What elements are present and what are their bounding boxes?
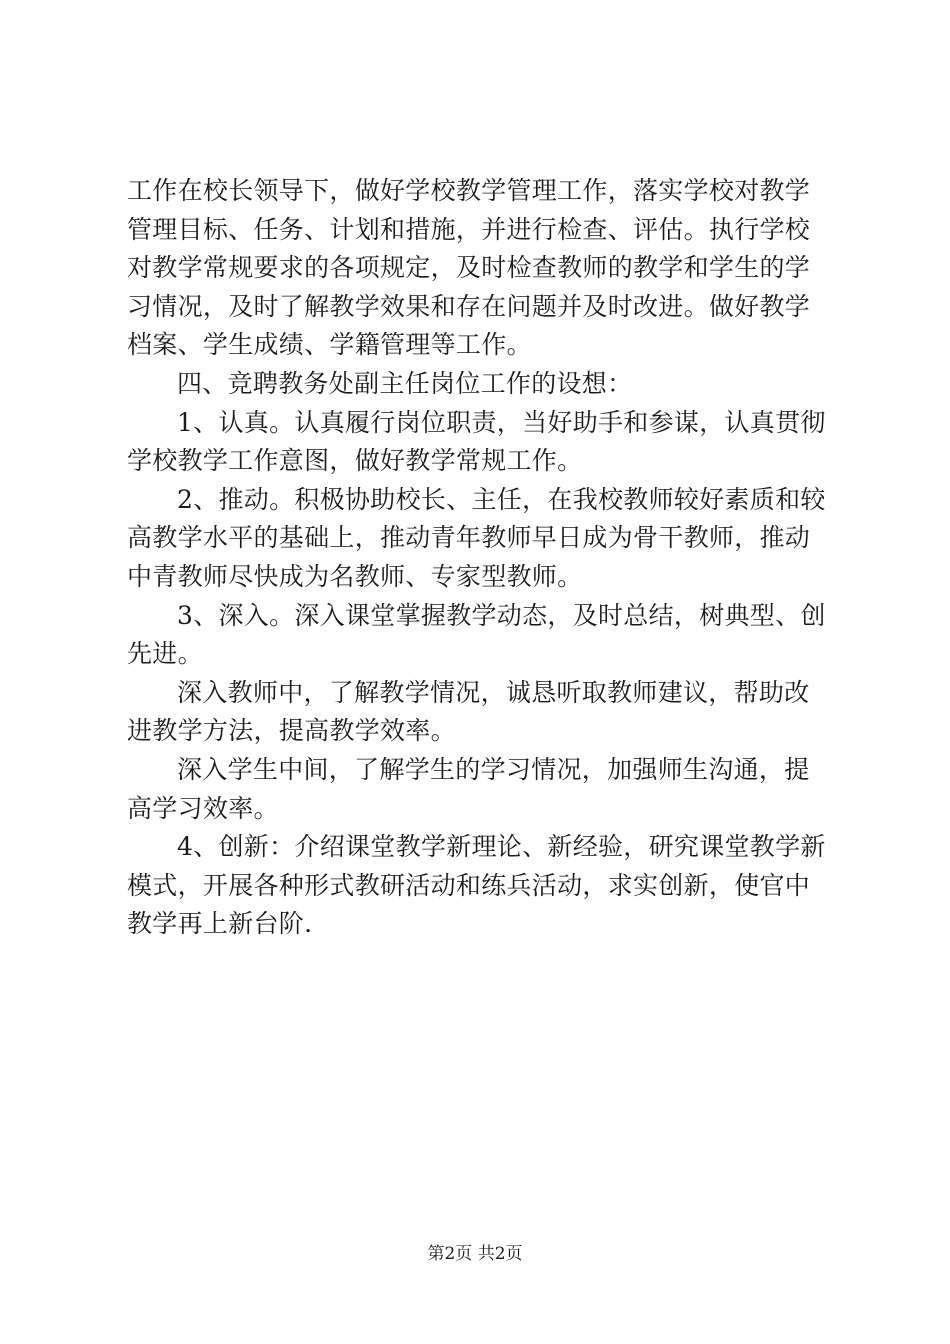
text-line: 高学习效率。 [127,793,279,823]
text-line: 3、深入。深入课堂掌握教学动态，及时总结，树典型、创 [177,600,826,630]
page-number-footer: 第2页 共2页 [427,1244,523,1264]
text-line: 进教学方法，提高教学效率。 [127,716,456,746]
text-line: 教学再上新台阶. [127,909,313,939]
text-line: 档案、学生成绩、学籍管理等工作。 [127,330,532,360]
text-line: 学校教学工作意图，做好教学常规工作。 [127,446,583,476]
text-line: 模式，开展各种形式教研活动和练兵活动，求实创新，使官中 [127,870,811,900]
text-line: 对教学常规要求的各项规定，及时检查教师的教学和学生的学 [127,253,811,283]
text-line: 工作在校长领导下，做好学校教学管理工作，落实学校对教学 [127,176,811,205]
text-line: 4、创新：介绍课堂教学新理论、新经验，研究课堂教学新 [177,832,826,862]
text-line: 2、推动。积极协助校长、主任，在我校教师较好素质和较 [177,484,826,514]
text-line: 深入教师中，了解教学情况，诚恳听取教师建议，帮助改 [177,677,810,707]
body-text [127,172,837,944]
text-line: 先进。 [127,639,203,669]
text-line: 中青教师尽快成为名教师、专家型教师。 [127,561,583,591]
text-line: 深入学生中间，了解学生的学习情况，加强师生沟通，提 [177,754,810,784]
section-heading: 四、竞聘教务处副主任岗位工作的设想： [177,368,633,398]
text-line: 高教学水平的基础上，推动青年教师早日成为骨干教师，推动 [127,523,811,553]
text-line: 习情况，及时了解教学效果和存在问题并及时改进。做好教学 [127,291,811,321]
text-line: 管理目标、任务、计划和措施，并进行检查、评估。执行学校 [127,214,811,244]
text-line: 1、认真。认真履行岗位职责，当好助手和参谋，认真贯彻 [177,407,826,437]
